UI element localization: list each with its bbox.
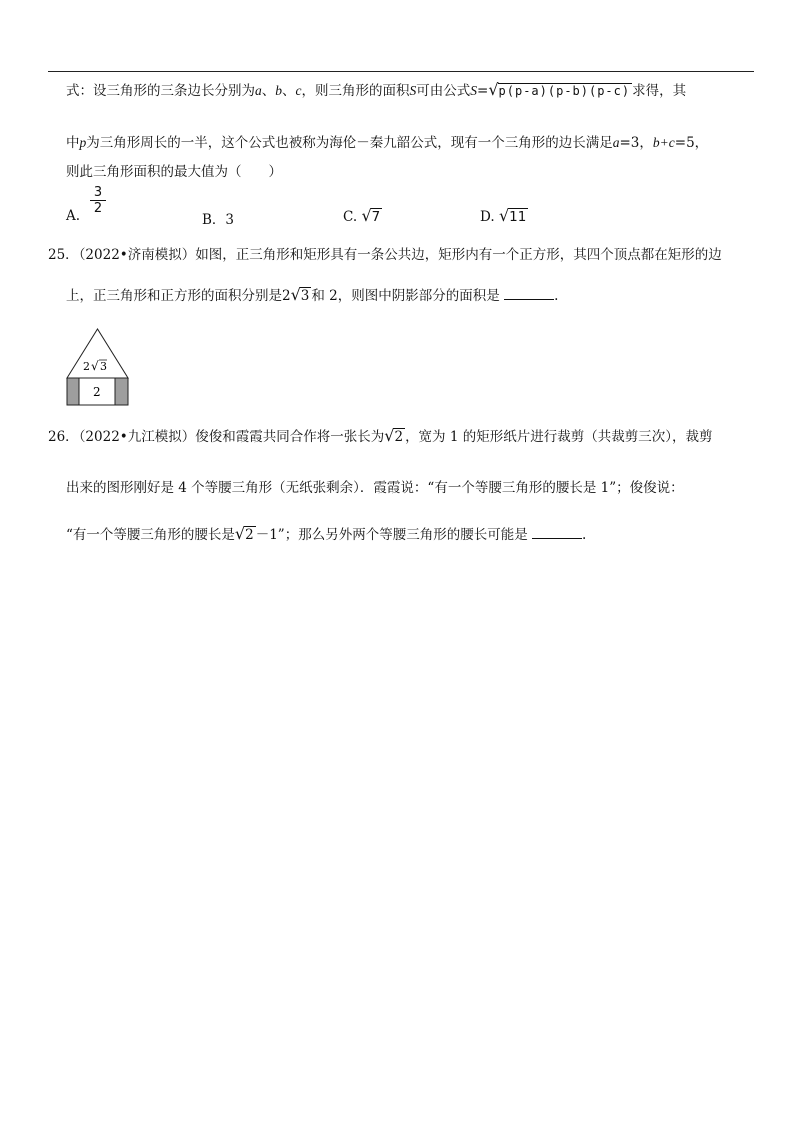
q24-line2 [66, 131, 708, 151]
option-label: B．3 [202, 212, 235, 228]
q24-line1 [66, 79, 686, 99]
answer-blank[interactable] [504, 289, 554, 300]
option-c[interactable] [343, 206, 382, 225]
fraction-3-2 [90, 185, 106, 216]
question-number: 25． [48, 247, 79, 263]
triangle-rectangle-figure [66, 328, 132, 408]
q26-line3 [66, 523, 586, 543]
q25-figure [66, 328, 132, 412]
var-p: p [79, 135, 87, 150]
separator: 、 [282, 83, 296, 99]
sqrt-icon: √ [361, 206, 372, 225]
option-b[interactable] [202, 208, 234, 228]
numerator: 3 [90, 185, 106, 201]
var-S: S [409, 83, 417, 98]
shaded-region-left [67, 378, 79, 405]
q26-text: ，宽为 1 的矩形纸片进行裁剪（共裁剪三次），裁剪 [405, 429, 713, 445]
q25-line1 [48, 243, 722, 263]
q26-line1 [48, 425, 712, 445]
sqrt-icon: √ [91, 359, 99, 373]
radicand: 2 [245, 527, 254, 543]
heron-formula: p(p-a)(p-b)(p-c) [498, 84, 631, 98]
q24-text: =3， [619, 135, 653, 151]
equals-sign: = [477, 83, 489, 99]
q24-text: 求得，其 [632, 83, 687, 99]
sqrt-icon: √ [498, 206, 510, 225]
q26-text: （2022•九江模拟）俊俊和霞霞共同合作将一张长为 [78, 429, 385, 445]
triangle-area-coef: 2 [83, 360, 90, 373]
radicand: 11 [509, 209, 527, 225]
sqrt-icon: √ [488, 80, 499, 99]
option-a[interactable] [66, 208, 80, 224]
square-area-label: 2 [93, 385, 101, 399]
option-d[interactable] [480, 206, 528, 225]
var-S: S [470, 83, 477, 98]
q24-text: 则此三角形面积的最大值为（ ） [66, 164, 282, 180]
sqrt-icon: √ [290, 285, 301, 304]
q26-text: 出来的图形刚好是 4 个等腰三角形（无纸张剩余）．霞霞说：“有一个等腰三角形的腰长是 1”；俊俊说： [66, 480, 684, 496]
q25-text: . [554, 288, 559, 304]
var-bc: b+c [652, 135, 675, 150]
q25-text: 和 2，则图中阴影部分的面积是 [311, 288, 500, 304]
q25-text: 上，正三角形和正方形的面积分别是2 [66, 288, 291, 304]
q24-text: 中 [66, 135, 80, 151]
denominator: 2 [93, 201, 103, 216]
separator: 、 [261, 83, 276, 99]
q26-text: . [582, 527, 587, 543]
q24-line3 [66, 160, 282, 180]
header-rule [48, 71, 754, 72]
q25-text: （2022•济南模拟）如图，正三角形和矩形具有一条公共边，矩形内有一个正方形，其四个顶点都在矩形的边 [78, 247, 722, 263]
q26-text: “有一个等腰三角形的腰长是 [66, 527, 235, 543]
radicand: 7 [371, 209, 381, 225]
q24-text: 式：设三角形的三条边长分别为 [66, 83, 255, 99]
q26-line2 [66, 476, 684, 496]
radicand: 3 [300, 288, 310, 304]
answer-blank[interactable] [532, 528, 582, 539]
question-number: 26． [48, 429, 79, 445]
option-label: D. [480, 209, 495, 225]
q24-text: 可由公式 [416, 83, 471, 99]
q24-text: ，则三角形的面积 [301, 83, 410, 99]
shaded-region-right [115, 378, 128, 405]
sqrt-icon: √ [234, 524, 246, 543]
var-b: b [275, 83, 282, 98]
option-label: A. [66, 208, 81, 224]
var-a: a [612, 135, 620, 150]
radicand: 2 [394, 429, 404, 445]
sqrt-icon: √ [384, 426, 395, 445]
q24-text: =5， [674, 135, 709, 151]
q25-line2 [66, 284, 558, 304]
q24-text: 为三角形周长的一半，这个公式也被称为海伦－秦九韶公式，现有一个三角形的边长满足 [86, 135, 613, 151]
var-c: c [295, 83, 302, 98]
triangle-area-radicand: 3 [100, 360, 107, 373]
q26-text: －1”；那么另外两个等腰三角形的腰长可能是 [255, 527, 528, 543]
option-label: C. [343, 209, 358, 225]
var-a: a [255, 83, 262, 98]
